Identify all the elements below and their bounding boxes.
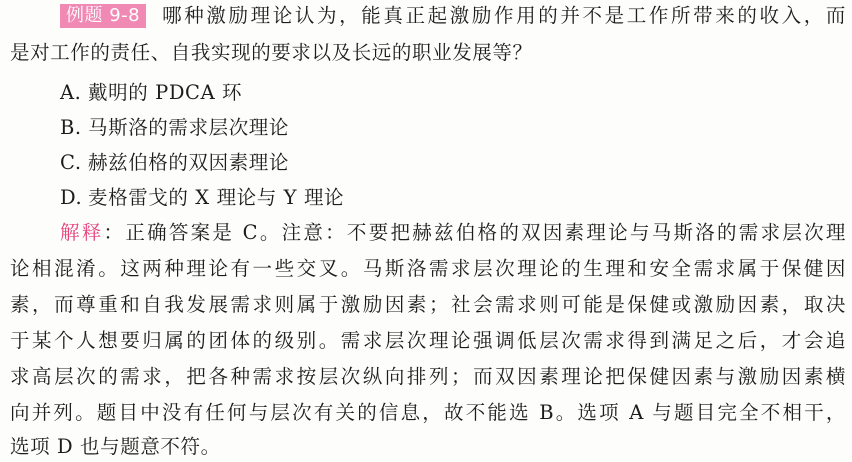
explanation-text-1: ：正确答案是 C。注意：不要把赫兹伯格的双因素理论与马斯洛的需求层次理 bbox=[103, 221, 846, 244]
option-c-letter: C. bbox=[60, 151, 82, 174]
question-line-2: 是对工作的责任、自我实现的要求以及长远的职业发展等？ bbox=[10, 41, 533, 64]
question-line-1 bbox=[60, 3, 846, 29]
question-text-1: 哪种激励理论认为，能真正起激励作用的并不是工作所带来的收入，而 bbox=[160, 4, 846, 27]
explanation-line-7: 选项 D 也与题意不符。 bbox=[10, 435, 221, 458]
option-d-text: 麦格雷戈的 X 理论与 Y 理论 bbox=[88, 186, 345, 209]
explanation-line-5: 求高层次的需求，把各种需求按层次纵向排列；而双因素理论把保健因素与激励因素横 bbox=[10, 365, 846, 388]
option-d bbox=[60, 185, 840, 211]
option-d-letter: D. bbox=[60, 186, 83, 209]
explanation-line-1 bbox=[60, 220, 846, 246]
option-b-letter: B. bbox=[60, 116, 82, 139]
option-b-text: 马斯洛的需求层次理论 bbox=[88, 116, 290, 139]
explanation-line-6: 向并列。题目中没有任何与层次有关的信息，故不能选 B。选项 A 与题目完全不相干， bbox=[10, 401, 846, 424]
option-c-text: 赫兹伯格的双因素理论 bbox=[88, 151, 290, 174]
explanation-line-4: 于某个人想要归属的团体的级别。需求层次理论强调低层次需求得到满足之后，才会追 bbox=[10, 329, 846, 352]
option-a-letter: A. bbox=[60, 81, 82, 104]
explanation-label: 解释 bbox=[60, 221, 104, 244]
option-c bbox=[60, 150, 840, 176]
example-badge: 例题 9-8 bbox=[60, 4, 146, 28]
option-a-text: 戴明的 PDCA 环 bbox=[88, 81, 243, 104]
explanation-line-3: 素，而尊重和自我发展需求则属于激励因素；社会需求则可能是保健或激励因素，取决 bbox=[10, 293, 846, 316]
option-b bbox=[60, 115, 840, 141]
option-a bbox=[60, 80, 840, 106]
explanation-line-2: 论相混淆。这两种理论有一些交叉。马斯洛需求层次理论的生理和安全需求属于保健因 bbox=[10, 257, 846, 280]
